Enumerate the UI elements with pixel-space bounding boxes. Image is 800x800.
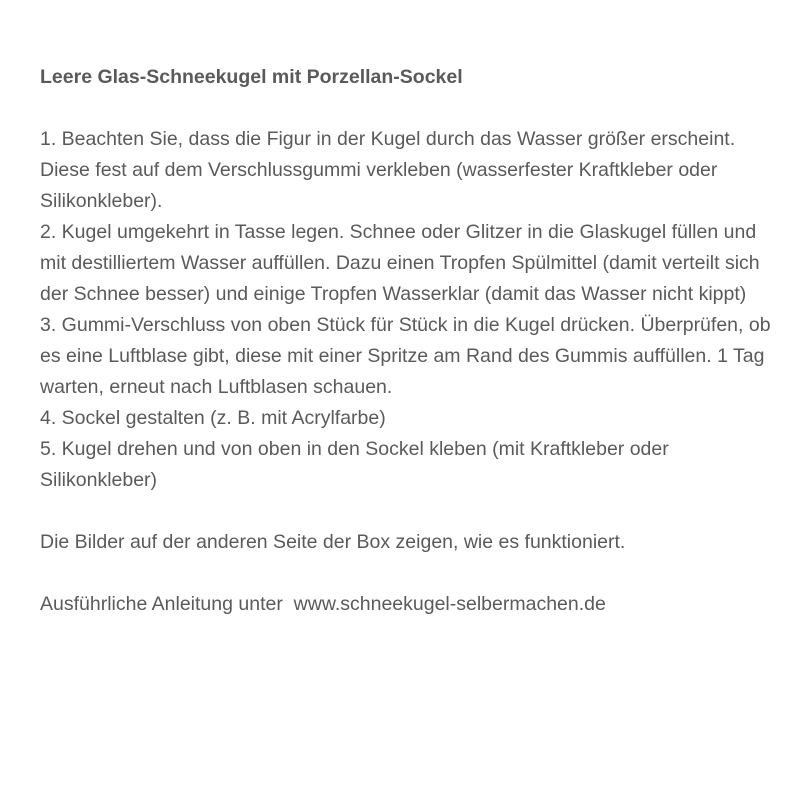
steps-list [40,124,785,496]
instruction-text [40,62,785,620]
box-images-note: Die Bilder auf der anderen Seite der Box zeigen, wie es funktioniert. [40,531,626,553]
guide-reference [40,589,785,620]
guide-prefix: Ausführliche Anleitung unter [40,593,283,615]
step-1: 1. Beachten Sie, dass die Figur in der Kugel durch das Wasser größer erscheint. Diese fest auf dem Verschlussgummi verkleben (wasserfester Kraftkleber oder Silikonkleber). [40,128,736,212]
page-title: Leere Glas-Schneekugel mit Porzellan-Sockel [40,66,463,88]
step-2: 2. Kugel umgekehrt in Tasse legen. Schnee oder Glitzer in die Glaskugel füllen und mit destilliertem Wasser auffüllen. Dazu einen Tropfen Spülmittel (damit verteilt sich der Schnee besser) und einige Tropfen Wasserklar (damit das Wasser nicht kippt) [40,221,760,305]
step-3: 3. Gummi-Verschluss von oben Stück für Stück in die Kugel drücken. Überprüfen, ob es eine Luftblase gibt, diese mit einer Spritze am Rand des Gummis auffüllen. 1 Tag warten, erneut nach Luftblasen schauen. [40,314,771,398]
step-4: 4. Sockel gestalten (z. B. mit Acrylfarbe) [40,407,386,429]
step-5: 5. Kugel drehen und von oben in den Sockel kleben (mit Kraftkleber oder Silikonkleber) [40,438,669,491]
website-url: www.schneekugel-selbermachen.de [293,593,606,615]
